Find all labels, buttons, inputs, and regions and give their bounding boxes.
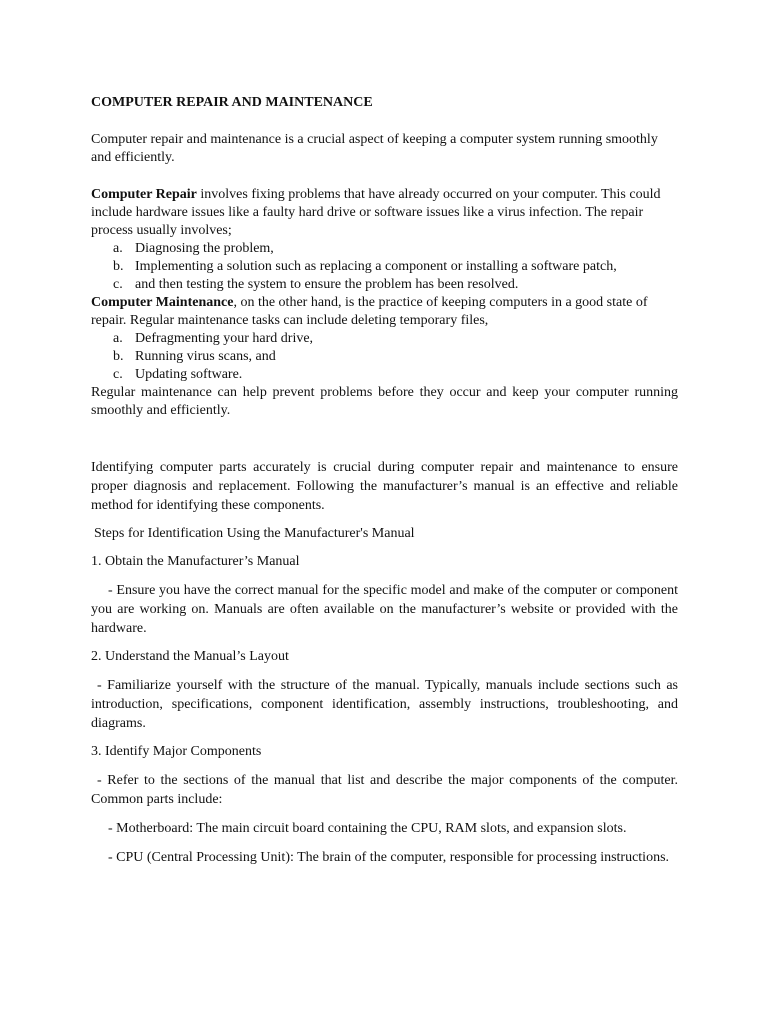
steps-title: Steps for Identification Using the Manufacturer's Manual xyxy=(94,526,415,541)
step-body: - Familiarize yourself with the structure of the manual. Typically, manuals include sections such as introduction, specifications, component identification, assembly instructions, troubleshooting, and diagrams. xyxy=(91,678,678,731)
maintenance-paragraph xyxy=(91,294,678,330)
step-heading: 3. Identify Major Components xyxy=(91,744,262,759)
list-item xyxy=(113,330,678,348)
list-item-text: Diagnosing the problem, xyxy=(135,241,274,256)
list-item-text: Updating software. xyxy=(135,367,243,382)
maintenance-note: Regular maintenance can help prevent problems before they occur and keep your computer running smoothly and efficiently. xyxy=(91,385,678,418)
intro-paragraph: Computer repair and maintenance is a crucial aspect of keeping a computer system running smoothly and efficiently. xyxy=(91,132,658,165)
list-marker: a. xyxy=(113,241,123,256)
component-item: - CPU (Central Processing Unit): The brain of the computer, responsible for processing instructions. xyxy=(108,850,670,865)
identify-intro: Identifying computer parts accurately is crucial during computer repair and maintenance to ensure proper diagnosis and replacement. Following the manufacturer’s manual is an effective and reliable method for identifying these components. xyxy=(91,460,678,513)
list-item-text: and then testing the system to ensure the problem has been resolved. xyxy=(135,277,519,292)
maintenance-text: , on the other hand, is the practice of keeping computers in a good state of repair. Regular maintenance tasks can include deleting temporary files, xyxy=(91,295,648,328)
list-item xyxy=(113,366,678,384)
list-marker: b. xyxy=(113,349,124,364)
step-heading: 2. Understand the Manual’s Layout xyxy=(91,649,289,664)
list-marker: b. xyxy=(113,259,124,274)
step-body: - Refer to the sections of the manual that list and describe the major components of the computer. Common parts include: xyxy=(91,773,678,807)
list-item-text: Implementing a solution such as replacing a component or installing a software patch, xyxy=(135,259,617,274)
repair-paragraph xyxy=(91,186,678,240)
list-item xyxy=(113,348,678,366)
maintenance-heading: Computer Maintenance xyxy=(91,295,234,310)
repair-text: involves fixing problems that have already occurred on your computer. This could include hardware issues like a faulty hard drive or software issues like a virus infection. The repair process usually involves; xyxy=(91,187,661,238)
component-item: - Motherboard: The main circuit board containing the CPU, RAM slots, and expansion slots. xyxy=(108,821,627,836)
maintenance-tasks-list xyxy=(91,330,678,384)
document-body xyxy=(91,94,678,867)
repair-heading: Computer Repair xyxy=(91,187,197,202)
repair-steps-list xyxy=(91,240,678,294)
list-item xyxy=(113,258,678,276)
step-body: - Ensure you have the correct manual for the specific model and make of the computer or component you are working on. Manuals are often available on the manufacturer’s website or provided with the hardware. xyxy=(91,583,678,636)
list-item-text: Running virus scans, and xyxy=(135,349,276,364)
list-item xyxy=(113,240,678,258)
list-marker: c. xyxy=(113,367,123,382)
step-heading: 1. Obtain the Manufacturer’s Manual xyxy=(91,554,300,569)
list-item xyxy=(113,276,678,294)
list-marker: c. xyxy=(113,277,123,292)
document-title: COMPUTER REPAIR AND MAINTENANCE xyxy=(91,95,373,110)
list-marker: a. xyxy=(113,331,123,346)
list-item-text: Defragmenting your hard drive, xyxy=(135,331,314,346)
